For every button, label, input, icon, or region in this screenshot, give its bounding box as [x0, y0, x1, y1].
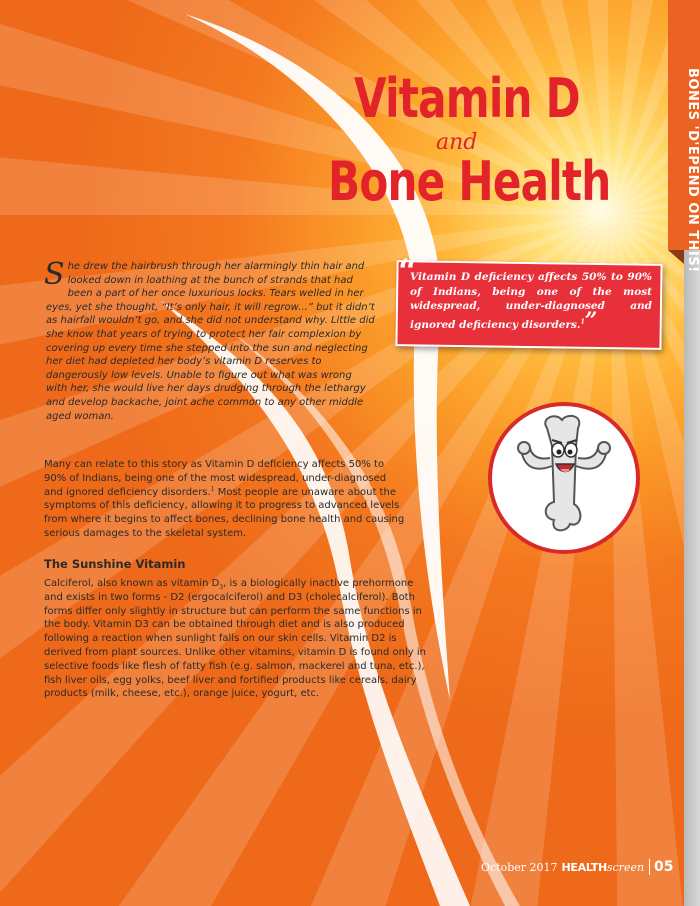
side-tab-shadow — [684, 240, 700, 906]
body-paragraph-3-subscript: 3 — [219, 584, 224, 591]
section-heading: The Sunshine Vitamin — [44, 557, 186, 571]
pull-quote-reference: 1 — [580, 318, 585, 325]
body-paragraph-2-text-cont: Most people are unaware about the symptoms of this deficiency, allowing it to progress to advanced levels from where it begins to affect bones, declining bone health and causing serious damages to the skeletal system. — [44, 486, 405, 539]
side-tab-label: BONES 'D'EPEND ON THIS! — [685, 68, 700, 273]
drop-cap: S — [44, 257, 65, 292]
body-paragraph-3-text-cont: , is a biologically inactive prehormone and exists in two forms - D2 (ergocalciferol) and D3 (cholecalciferol). Both forms differ only slightly in structure but can perform the same functions in the body. Vitamin D3 can be obtained through diet and is also produced following a reaction when sunlight falls on our skin cells. Vitamin D2 is derived from plant sources. Unlike other vitamins, vitamin D is found only in selective foods like flesh of fatty fish (e.g. salmon, mackerel and tuna, etc.), fish liver oils, egg yolks, beef liver and fortified products like cereals, dairy products (milk, cheese, etc.), orange juice, yogurt, etc. — [44, 578, 426, 700]
footer-date: October 2017 — [481, 860, 558, 874]
close-quote-icon: ” — [584, 307, 598, 334]
page-title-connector: and — [436, 130, 478, 155]
footer-brand-italic: screen — [606, 860, 645, 874]
flexing-bone-mascot-icon — [488, 402, 640, 554]
page-number: 05 — [654, 859, 674, 875]
open-quote-icon: “ — [398, 252, 418, 292]
intro-paragraph — [44, 257, 376, 423]
pull-quote-text — [410, 270, 652, 332]
bone-mascot-illustration — [492, 406, 636, 550]
page-title-line2: Bone Health — [328, 150, 611, 213]
intro-text: he drew the hairbrush through her alarmingly thin hair and looked down in loathing at the bunch of strands that had been a part of her once luxurious locks. Tears welled in her eyes, yet she thought, “It’s only hair, it will regrow...” but it didn’t as hairfall wouldn’t go, and she did not understand why. Little did she know that years of trying to protect her fair complexion by covering up every time she stepped into the sun and neglecting her diet had depleted her body’s vitamin D reserves to dangerously low levels. Unable to figure out what was wrong with her, she would live her days drudging through the lethargy and develop backache, joint ache common to any other middle aged woman. — [46, 261, 375, 422]
page-title-line1: Vitamin D — [354, 67, 580, 130]
footer-separator — [649, 859, 650, 875]
side-tab-fold — [668, 250, 684, 264]
page-footer — [481, 857, 674, 877]
body-paragraph-2-text: Many can relate to this story as Vitamin D deficiency affects 50% to 90% of Indians, being one of the most widespread, under-diagnosed and ignored deficiency disorders. — [44, 459, 387, 498]
body-paragraph-3 — [44, 577, 434, 701]
footer-brand-bold: HEALTH — [561, 860, 607, 874]
body-paragraph-3-text: Calciferol, also known as vitamin D — [44, 578, 220, 589]
body-paragraph-2 — [44, 458, 408, 541]
body-paragraph-2-reference: 1 — [210, 485, 215, 493]
pull-quote-body: Vitamin D deficiency affects 50% to 90% of Indians, being one of the most widespread, under-diagnosed and ignored deficiency disorders. — [410, 271, 652, 331]
